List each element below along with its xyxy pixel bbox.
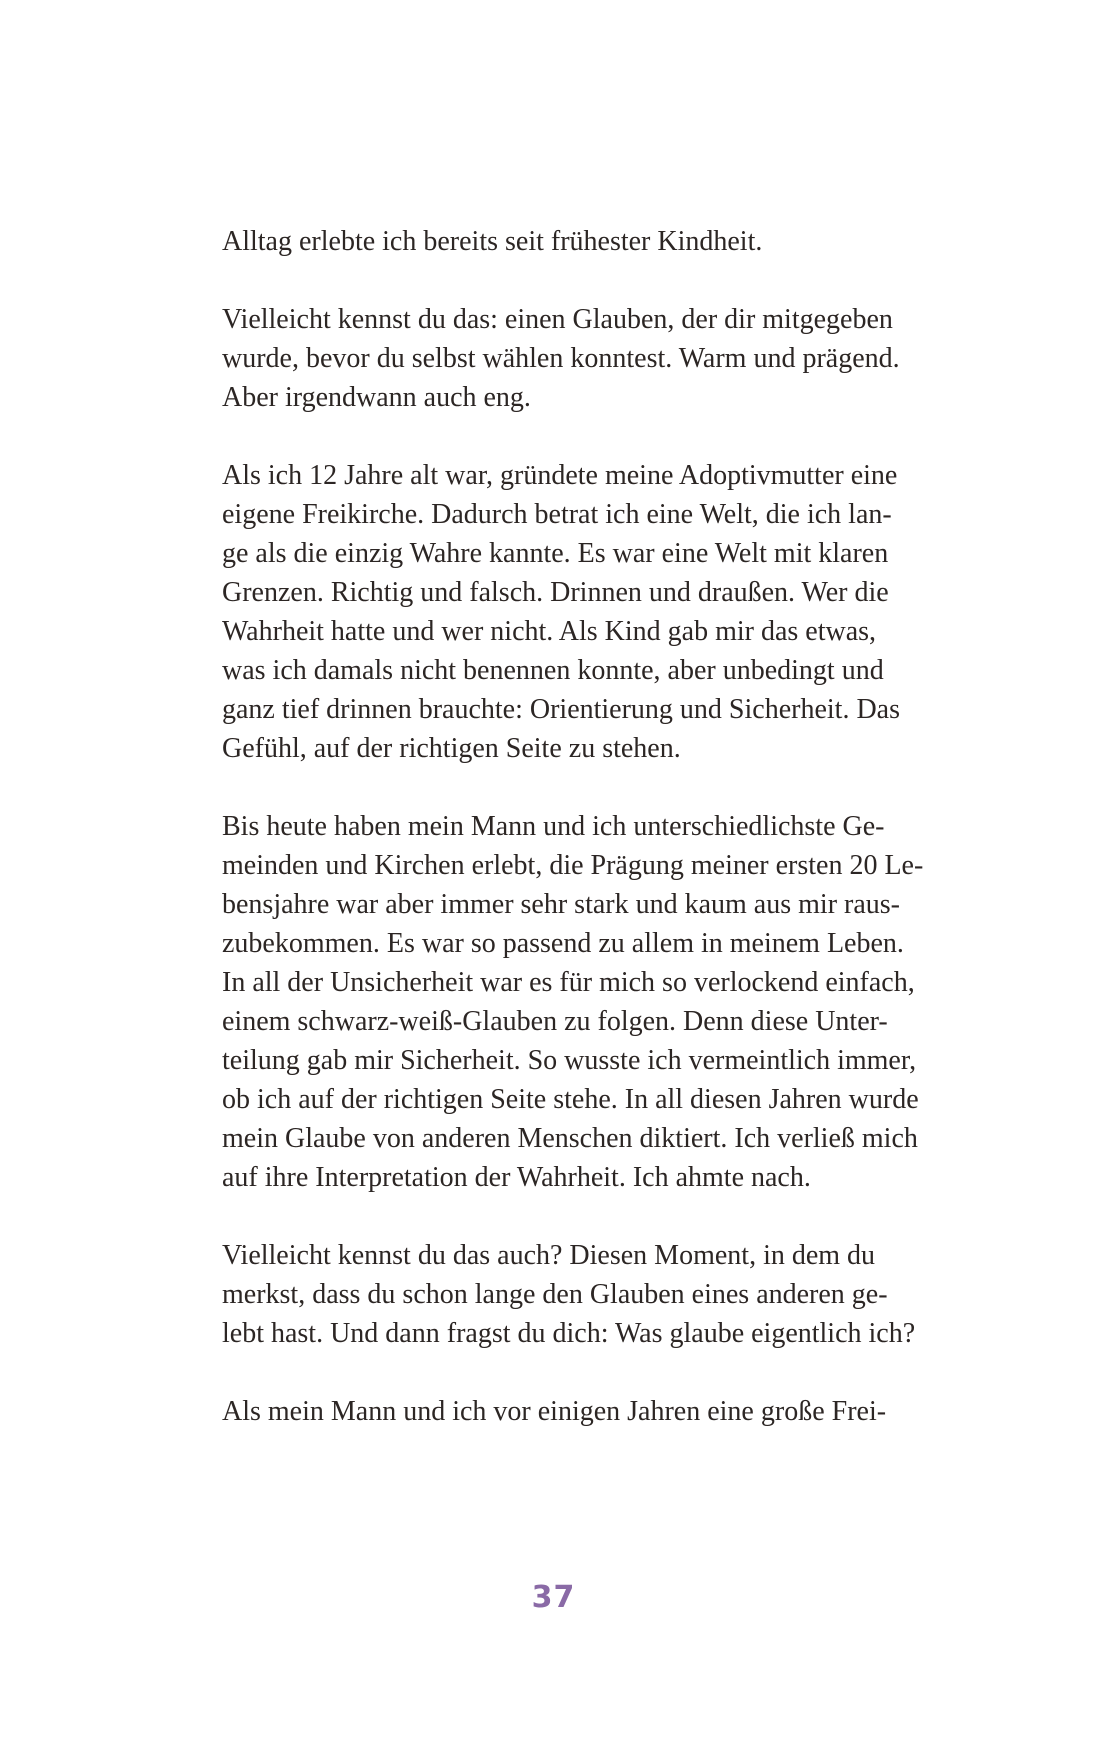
page-number: 37 (531, 1580, 576, 1615)
text-line: Grenzen. Richtig und falsch. Drinnen und draußen. Wer die (222, 577, 889, 608)
text-line: Als ich 12 Jahre alt war, gründete meine Adoptivmutter eine (222, 460, 898, 491)
text-line: ganz tief drinnen brauchte: Orientierung und Sicherheit. Das (222, 694, 900, 725)
text-line: merkst, dass du schon lange den Glauben eines anderen ge- (222, 1279, 888, 1310)
paragraph-2 (222, 300, 932, 417)
paragraph-6 (222, 1392, 932, 1431)
text-line: lebt hast. Und dann fragst du dich: Was glaube eigentlich ich? (222, 1318, 916, 1349)
text-line: was ich damals nicht benennen konnte, aber unbedingt und (222, 655, 884, 686)
text-line: wurde, bevor du selbst wählen konntest. Warm und prägend. (222, 343, 900, 374)
paragraph-4 (222, 807, 932, 1197)
text-line: auf ihre Interpretation der Wahrheit. Ich ahmte nach. (222, 1162, 811, 1193)
text-line: Vielleicht kennst du das auch? Diesen Moment, in dem du (222, 1240, 876, 1271)
text-line: eigene Freikirche. Dadurch betrat ich eine Welt, die ich lan- (222, 499, 892, 530)
text-line: Als mein Mann und ich vor einigen Jahren eine große Frei- (222, 1396, 887, 1427)
text-line: einem schwarz-weiß-Glauben zu folgen. Denn diese Unter- (222, 1006, 888, 1037)
text-line: ob ich auf der richtigen Seite stehe. In all diesen Jahren wurde (222, 1084, 919, 1115)
text-line: Wahrheit hatte und wer nicht. Als Kind gab mir das etwas, (222, 616, 877, 647)
text-line: Alltag erlebte ich bereits seit frühester Kindheit. (222, 226, 763, 257)
body-text (222, 222, 932, 1431)
text-line: In all der Unsicherheit war es für mich so verlockend einfach, (222, 967, 915, 998)
text-line: bensjahre war aber immer sehr stark und kaum aus mir raus- (222, 889, 900, 920)
text-line: zubekommen. Es war so passend zu allem in meinem Leben. (222, 928, 904, 959)
paragraph-3 (222, 456, 932, 768)
paragraph-5 (222, 1236, 932, 1353)
text-line: meinden und Kirchen erlebt, die Prägung meiner ersten 20 Le- (222, 850, 924, 881)
text-line: mein Glaube von anderen Menschen diktiert. Ich verließ mich (222, 1123, 918, 1154)
text-line: Aber irgendwann auch eng. (222, 382, 531, 413)
text-line: Gefühl, auf der richtigen Seite zu stehen. (222, 733, 681, 764)
text-line: Bis heute haben mein Mann und ich unterschiedlichste Ge- (222, 811, 885, 842)
text-line: teilung gab mir Sicherheit. So wusste ich vermeintlich immer, (222, 1045, 917, 1076)
text-line: Vielleicht kennst du das: einen Glauben, der dir mitgegeben (222, 304, 893, 335)
paragraph-1 (222, 222, 932, 261)
text-line: ge als die einzig Wahre kannte. Es war eine Welt mit klaren (222, 538, 889, 569)
